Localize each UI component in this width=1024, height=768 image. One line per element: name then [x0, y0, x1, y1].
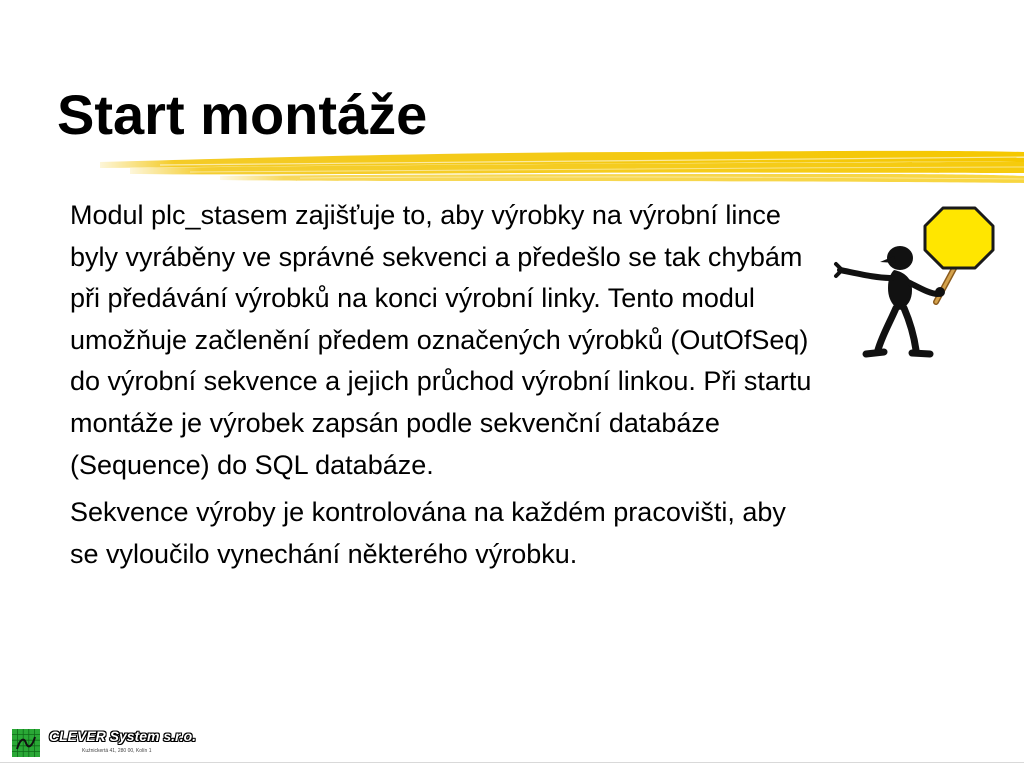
company-address: Kuźnickertá 41, 280 00, Kolín 1	[82, 748, 152, 754]
title-underline-brush	[100, 146, 1024, 188]
green-grid-logo-icon	[12, 729, 40, 757]
body-paragraph-1: Modul plc_stasem zajišťuje to, aby výrobky na výrobní lince byly vyráběny ve správné sekvenci a předešlo se tak chybám při předávání výrobků na konci výrobní linky. Tento modul umožňuje začlenění předem označených výrobků (OutOfSeq) do výrobní sekvence a jejich průchod výrobní linkou. Při startu montáže je výrobek zapsán podle sekvenční databáze (Sequence) do SQL databáze.	[70, 200, 812, 480]
company-name: CLEVER System s.r.o.	[49, 728, 197, 744]
body-paragraph-2: Sekvence výroby je kontrolována na každém pracovišti, aby se vyloučilo vynechání některého výrobku.	[70, 497, 786, 569]
company-logo	[12, 727, 212, 761]
stop-sign-figure-icon	[830, 198, 1000, 363]
footer-divider	[0, 762, 1024, 763]
slide-body	[70, 195, 815, 581]
slide-title: Start montáže	[57, 83, 428, 146]
